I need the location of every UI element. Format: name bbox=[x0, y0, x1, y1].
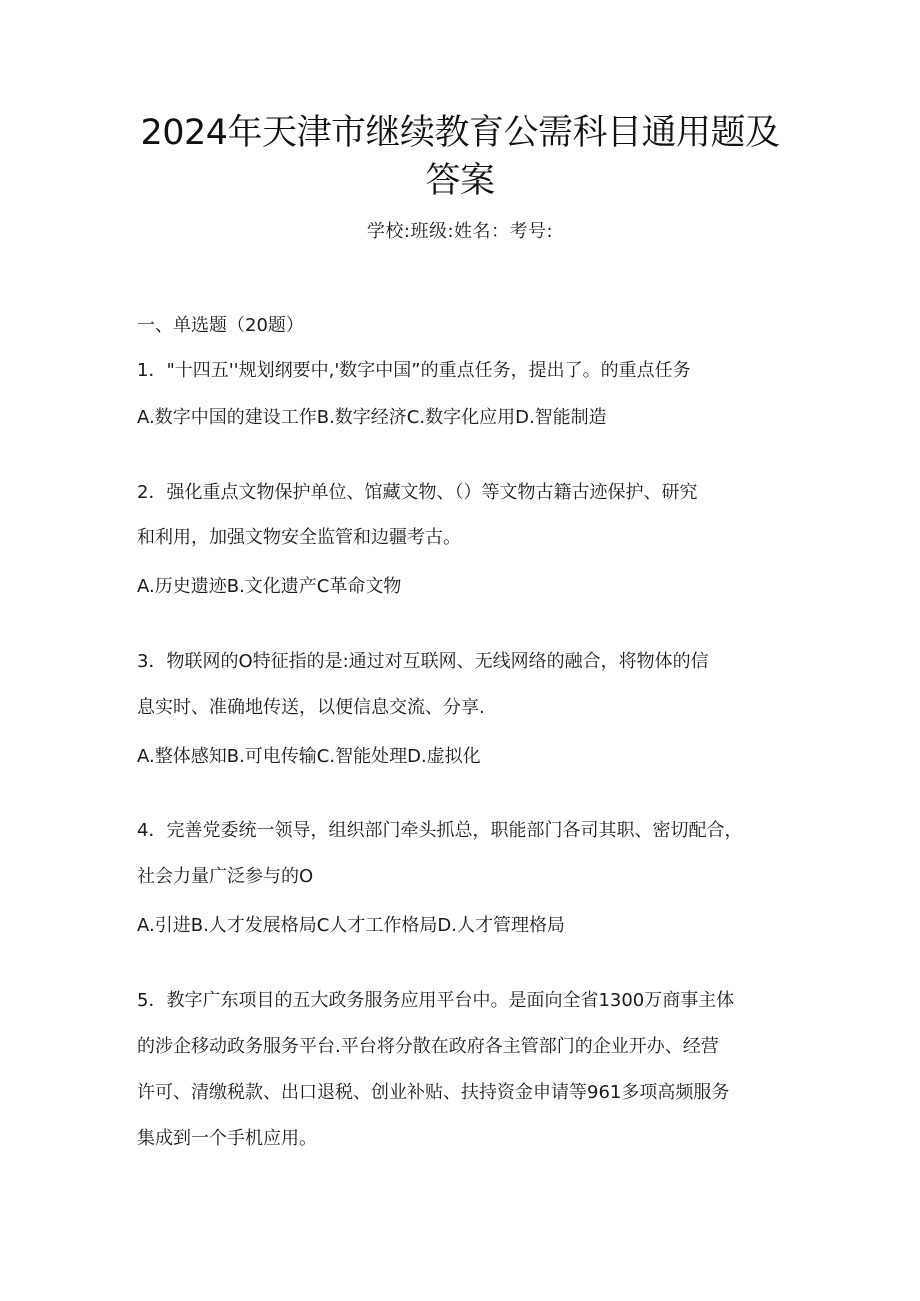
question-2-text-line-1: 2．强化重点文物保护单位、馆藏文物、（）等文物古籍古迹保护、研究 bbox=[137, 482, 698, 503]
question-4-text-line-1: 4．完善党委统一领导，组织部门牵头抓总，职能部门各司其职、密切配合， bbox=[137, 820, 743, 841]
question-3-text-line-2: 息实时、准确地传送，以便信息交流、分享. bbox=[137, 697, 485, 718]
question-5-text-line-3: 许可、清缴税款、出口退税、创业补贴、扶持资金申请等961多项高频服务 bbox=[137, 1082, 730, 1103]
question-3-text-line-1: 3．物联网的O特征指的是:通过对互联网、无线网络的融合，将物体的信 bbox=[137, 651, 709, 672]
question-5-text-line-2: 的涉企移动政务服务平台.平台将分散在政府各主管部门的企业开办、经营 bbox=[137, 1036, 719, 1057]
question-5-text-line-4: 集成到一个手机应用。 bbox=[137, 1128, 317, 1149]
question-5-text-line-1: 5．教字广东项目的五大政务服务应用平台中。是面向全省1300万商事主体 bbox=[137, 990, 735, 1011]
section-heading: 一、单选题（20题） bbox=[137, 315, 304, 336]
student-info-line: 学校:班级:姓名：考号: bbox=[366, 221, 554, 242]
question-3-options: A.整体感知B.可电传输C.智能处理D.虚拟化 bbox=[137, 746, 481, 767]
document-title-line-1: 2024年天津市继续教育公需科目通用题及 bbox=[140, 113, 780, 153]
question-4-text-line-2: 社会力量广泛参与的O bbox=[137, 866, 314, 887]
document-title-line-2: 答案 bbox=[425, 161, 495, 201]
question-4-options: A.引进B.人才发展格局C人才工作格局D.人才管理格局 bbox=[137, 915, 565, 936]
question-1-text: 1．"十四五''规划纲要中,'数字中国”的重点任务，提出了。的重点任务 bbox=[137, 360, 691, 381]
question-2-text-line-2: 和利用，加强文物安全监管和边疆考古。 bbox=[137, 527, 461, 548]
question-2-options: A.历史遗迹B.文化遗产C革命文物 bbox=[137, 576, 402, 597]
question-1-options: A.数字中国的建设工作B.数字经济C.数字化应用D.智能制造 bbox=[137, 407, 607, 428]
